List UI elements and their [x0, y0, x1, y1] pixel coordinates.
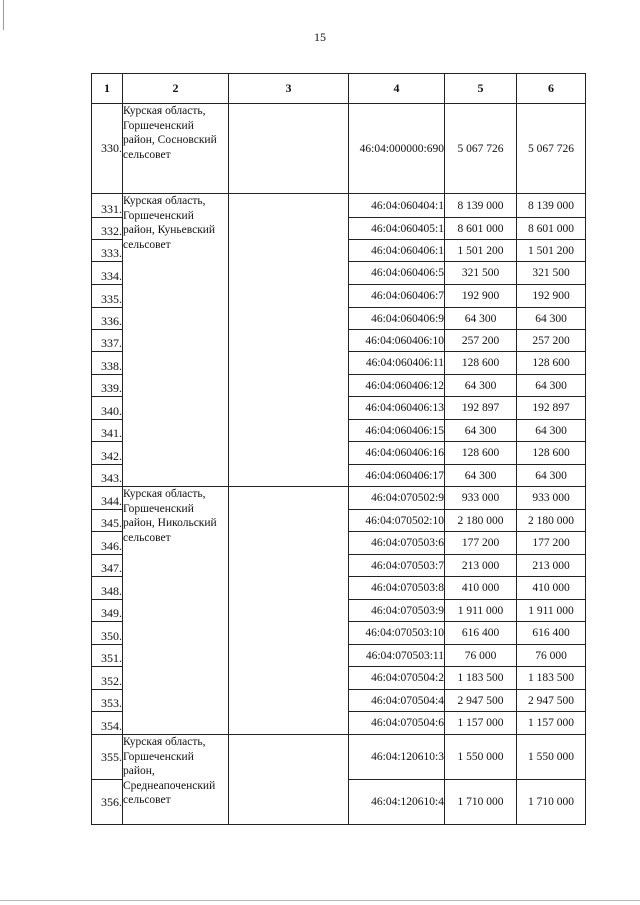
column-header: 3: [229, 74, 349, 104]
value-col6: 1 501 200: [517, 240, 586, 262]
value-col5: 2 180 000: [445, 510, 517, 532]
cadastral-number: 46:04:070503:6: [349, 532, 445, 555]
cadastral-number: 46:04:060404:1: [349, 194, 445, 218]
row-number: 352.: [92, 667, 123, 690]
value-col5: 64 300: [445, 375, 517, 397]
row-number: 333.: [92, 240, 123, 262]
value-col5: 2 947 500: [445, 690, 517, 712]
value-col6: 321 500: [517, 262, 586, 285]
value-col5: 1 157 000: [445, 712, 517, 735]
value-col6: 64 300: [517, 308, 586, 330]
row-number: 341.: [92, 420, 123, 442]
value-col6: 64 300: [517, 465, 586, 487]
value-col5: 1 501 200: [445, 240, 517, 262]
cadastral-number: 46:04:060406:16: [349, 442, 445, 465]
row-number: 344.: [92, 487, 123, 510]
row-number: 335.: [92, 285, 123, 308]
empty-cell: [229, 104, 349, 194]
table-row: [92, 194, 586, 218]
value-col6: 192 900: [517, 285, 586, 308]
value-col5: 64 300: [445, 465, 517, 487]
row-number: 334.: [92, 262, 123, 285]
row-number: 343.: [92, 465, 123, 487]
value-col5: 192 900: [445, 285, 517, 308]
row-number: 351.: [92, 645, 123, 667]
cadastral-number: 46:04:070503:9: [349, 600, 445, 622]
value-col6: 192 897: [517, 397, 586, 420]
column-header: 4: [349, 74, 445, 104]
row-number: 339.: [92, 375, 123, 397]
value-col5: 8 601 000: [445, 218, 517, 240]
cadastral-number: 46:04:060406:7: [349, 285, 445, 308]
table-row: [92, 104, 586, 194]
cadastral-number: 46:04:070503:8: [349, 577, 445, 600]
row-number: 330.: [92, 104, 123, 194]
row-number: 348.: [92, 577, 123, 600]
value-col5: 1 183 500: [445, 667, 517, 690]
location-cell: Курская область, Горшеченский район, Никольский сельсовет: [123, 487, 229, 735]
cadastral-number: 46:04:060406:12: [349, 375, 445, 397]
cadastral-number: 46:04:060406:13: [349, 397, 445, 420]
value-col6: 410 000: [517, 577, 586, 600]
row-number: 350.: [92, 622, 123, 645]
empty-cell: [229, 487, 349, 735]
location-cell: Курская область, Горшеченский район, Сосновский сельсовет: [123, 104, 229, 194]
column-header: 5: [445, 74, 517, 104]
table-header-row: [92, 74, 586, 104]
cadastral-number: 46:04:060406:11: [349, 352, 445, 375]
location-cell: Курская область, Горшеченский район, Куньевский сельсовет: [123, 194, 229, 487]
value-col5: 1 550 000: [445, 735, 517, 780]
page-edge-mark: [3, 0, 4, 30]
value-col5: 321 500: [445, 262, 517, 285]
value-col5: 76 000: [445, 645, 517, 667]
value-col6: 1 550 000: [517, 735, 586, 780]
value-col5: 64 300: [445, 420, 517, 442]
value-col6: 1 183 500: [517, 667, 586, 690]
row-number: 336.: [92, 308, 123, 330]
value-col6: 1 157 000: [517, 712, 586, 735]
row-number: 356.: [92, 780, 123, 825]
column-header: 6: [517, 74, 586, 104]
value-col6: 1 710 000: [517, 780, 586, 825]
empty-cell: [229, 735, 349, 825]
column-header: 1: [92, 74, 123, 104]
row-number: 355.: [92, 735, 123, 780]
cadastral-number: 46:04:060406:17: [349, 465, 445, 487]
row-number: 338.: [92, 352, 123, 375]
cadastral-number: 46:04:070502:10: [349, 510, 445, 532]
value-col6: 64 300: [517, 420, 586, 442]
row-number: 340.: [92, 397, 123, 420]
value-col5: 1 911 000: [445, 600, 517, 622]
row-number: 349.: [92, 600, 123, 622]
row-number: 345.: [92, 510, 123, 532]
row-number: 342.: [92, 442, 123, 465]
table-body: [92, 104, 586, 825]
value-col5: 410 000: [445, 577, 517, 600]
location-cell: Курская область, Горшеченский район, Среднеапоченский сельсовет: [123, 735, 229, 825]
row-number: 354.: [92, 712, 123, 735]
value-col5: 257 200: [445, 330, 517, 352]
cadastral-number: 46:04:070502:9: [349, 487, 445, 510]
value-col6: 616 400: [517, 622, 586, 645]
cadastral-number: 46:04:070504:2: [349, 667, 445, 690]
value-col6: 257 200: [517, 330, 586, 352]
value-col6: 213 000: [517, 555, 586, 577]
cadastral-number: 46:04:070504:4: [349, 690, 445, 712]
cadastral-number: 46:04:060406:5: [349, 262, 445, 285]
table-row: [92, 487, 586, 510]
row-number: 337.: [92, 330, 123, 352]
value-col6: 5 067 726: [517, 104, 586, 194]
value-col6: 2 947 500: [517, 690, 586, 712]
cadastral-number: 46:04:060406:1: [349, 240, 445, 262]
cadastral-number: 46:04:000000:690: [349, 104, 445, 194]
value-col6: 76 000: [517, 645, 586, 667]
value-col6: 64 300: [517, 375, 586, 397]
row-number: 331.: [92, 194, 123, 218]
value-col5: 1 710 000: [445, 780, 517, 825]
cadastral-number: 46:04:060406:9: [349, 308, 445, 330]
cadastral-number: 46:04:070504:6: [349, 712, 445, 735]
property-table: [91, 73, 586, 825]
column-header: 2: [123, 74, 229, 104]
value-col6: 128 600: [517, 352, 586, 375]
value-col6: 8 139 000: [517, 194, 586, 218]
value-col5: 213 000: [445, 555, 517, 577]
cadastral-number: 46:04:060405:1: [349, 218, 445, 240]
row-number: 347.: [92, 555, 123, 577]
cadastral-number: 46:04:070503:7: [349, 555, 445, 577]
cadastral-number: 46:04:120610:4: [349, 780, 445, 825]
page-bottom-border: [0, 900, 640, 901]
row-number: 353.: [92, 690, 123, 712]
table-row: [92, 735, 586, 780]
value-col5: 616 400: [445, 622, 517, 645]
value-col6: 8 601 000: [517, 218, 586, 240]
value-col5: 5 067 726: [445, 104, 517, 194]
value-col6: 933 000: [517, 487, 586, 510]
page-number: 15: [314, 30, 326, 44]
row-number: 346.: [92, 532, 123, 555]
cadastral-number: 46:04:060406:10: [349, 330, 445, 352]
value-col5: 8 139 000: [445, 194, 517, 218]
value-col6: 1 911 000: [517, 600, 586, 622]
value-col5: 177 200: [445, 532, 517, 555]
cadastral-number: 46:04:070503:10: [349, 622, 445, 645]
row-number: 332.: [92, 218, 123, 240]
cadastral-number: 46:04:060406:15: [349, 420, 445, 442]
value-col6: 128 600: [517, 442, 586, 465]
value-col5: 933 000: [445, 487, 517, 510]
value-col5: 64 300: [445, 308, 517, 330]
value-col6: 177 200: [517, 532, 586, 555]
value-col6: 2 180 000: [517, 510, 586, 532]
value-col5: 128 600: [445, 442, 517, 465]
empty-cell: [229, 194, 349, 487]
value-col5: 192 897: [445, 397, 517, 420]
cadastral-number: 46:04:120610:3: [349, 735, 445, 780]
cadastral-number: 46:04:070503:11: [349, 645, 445, 667]
value-col5: 128 600: [445, 352, 517, 375]
